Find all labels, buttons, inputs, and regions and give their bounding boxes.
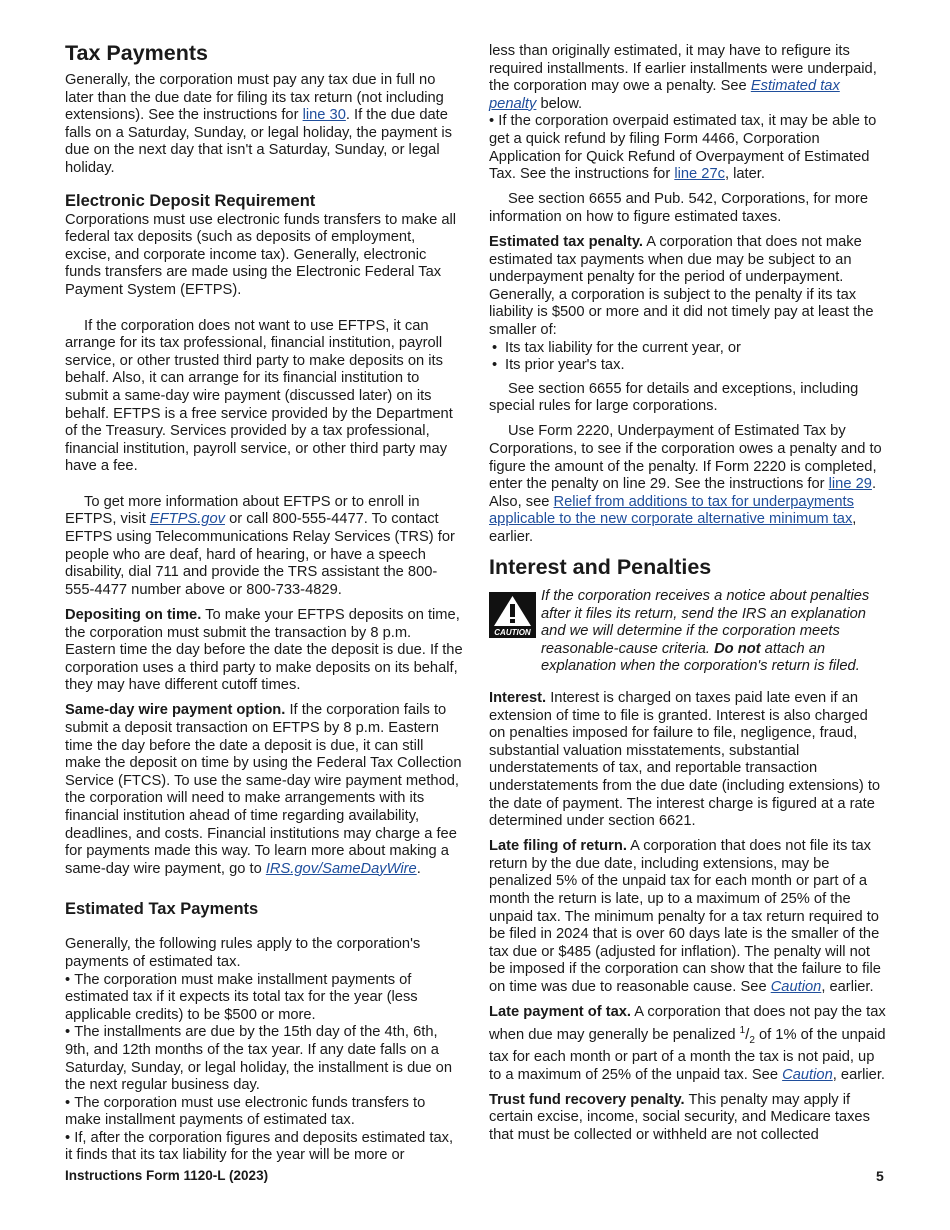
list-item: • Its prior year's tax. (492, 357, 625, 374)
right-column (489, 43, 887, 1152)
list-item: • The corporation must make installment payments of estimated tax if it expects its total tax for the year (less applicable credits) to be $500 or more. (65, 971, 418, 1023)
caution-icon (489, 592, 536, 638)
paragraph-late-payment: Late payment of tax. A corporation that does not pay the tax when due may generally be penalized $^1/_2$ of 1% of the unpaid tax for each month or part of a month the tax is not paid, up to a maximum of 25% of the unpaid tax. See Caution, earlier. (489, 1004, 886, 1083)
paragraph-estimated-tax-penalty: Estimated tax penalty. A corporation that does not make estimated tax payments when due may be subject to an underpayment penalty for the period of underpayment. Generally, a corporation is subject to the penalty if its tax liability is $500 or more and it did not timely pay at least the smaller of: (489, 233, 874, 338)
list-item: • The installments are due by the 15th day of the 4th, 6th, 9th, and 12th months of the tax year. If any date falls on a Saturday, Sunday, or legal holiday, the installment is due on the next regular business day. (65, 1024, 452, 1094)
link-relief-amt[interactable]: Relief from additions to tax for underpayments applicable to the new corporate alternative minimum tax (489, 493, 854, 528)
heading-tax-payments: Tax Payments (65, 41, 209, 65)
page-number: 5 (876, 1168, 884, 1184)
paragraph-overpaid: • If the corporation overpaid estimated tax, it may be able to get a quick refund by filing Form 4466, Corporation Application for Quick Refund of Overpayment of Estimated Tax. See the instructions for line 27c, later. (489, 113, 877, 183)
link-line-29[interactable]: line 29 (828, 476, 872, 493)
paragraph-eftps-alt: If the corporation does not want to use EFTPS, it can arrange for its tax professional, financial institution, payroll service, or other trusted third party to make deposits on its behalf. Also, it can arrange for its financial institution to submit a same-day wire payment (discussed later) on its behalf. EFTPS is a free service provided by the Department of the Treasury. Services provided by a tax professional, financial institution, payroll service, or other third party may have a fee. (65, 317, 453, 475)
link-caution[interactable]: Caution (782, 1066, 833, 1083)
paragraph-depositing-on-time: Depositing on time. To make your EFTPS deposits on time, the corporation must submit the transaction by 8 p.m. Eastern time the day before the date the deposit is due. If the corporation uses a third party to make deposits on its behalf, they may have different cutoff times. (65, 606, 463, 694)
left-column (65, 40, 463, 1165)
paragraph-form-2220: Use Form 2220, Underpayment of Estimated Tax by Corporations, to see if the corporation owes a penalty and to figure the amount of the penalty. If Form 2220 is completed, enter the penalty on line 29. See the instructions for line 29. Also, see Relief from additions to tax for underpayments applicable to the new corporate alternative minimum tax, earlier. (489, 423, 882, 545)
list-item: • Its tax liability for the current year, or (492, 339, 741, 356)
paragraph-estimated-rules: Generally, the following rules apply to the corporation's payments of estimated tax. (65, 936, 421, 970)
caution-note: CAUTION If the corporation receives a notice about penalties after it files its return, send the IRS an explanation and we will determine if the corporation meets reasonable-cause criteria. Do not attach an explanation when the corporation's return is filed. (489, 588, 887, 676)
paragraph-interest: Interest. Interest is charged on taxes paid late even if an extension of time to file is granted. Interest is also charged on penalties imposed for failure to file, negligence, fraud, substantial valuation misstatements, substantial understatements of tax, and reportable transaction understatements from the due date (including extensions) to the date of payment. The interest charge is figured at a rate determined under section 6621. (489, 690, 881, 830)
paragraph-late-filing: Late filing of return. A corporation that does not file its tax return by the due date, including extensions, may be penalized 5% of the unpaid tax for each month or part of a month the return is late, up to a maximum of 25% of the unpaid tax. The minimum penalty for a tax return required to be filed in 2024 that is over 60 days late is the smaller of the tax due or $485 (adjusted for inflation). The penalty will not be imposed if the corporation can show that the failure to file on time was due to reasonable cause. See Caution, earlier. (489, 838, 881, 995)
paragraph-same-day-wire: Same-day wire payment option. If the corporation fails to submit a deposit transaction on EFTPS by 8 p.m. Eastern time the day before the date a deposit is due, it can still make the deposit on time by using the Federal Tax Collection Service (FTCS). To use the same-day wire payment method, the corporation will need to make arrangements with its financial institution ahead of time regarding availability, deadlines, and costs. Financial institutions may charge a fee for payments made this way. To learn more about making a same-day wire payment, go to IRS.gov/SameDayWire. (65, 702, 462, 877)
paragraph-refigure: less than originally estimated, it may have to refigure its required installments. If earlier installments were underpaid, the corporation may owe a penalty. See Estimated tax penalty below. (489, 43, 877, 112)
link-eftps[interactable]: EFTPS.gov (149, 511, 225, 528)
paragraph-trust-fund: Trust fund recovery penalty. This penalty may apply if certain excise, income, social security, and Medicare taxes that must be collected or withheld are not collected (489, 1091, 870, 1143)
list-item: • If, after the corporation figures and deposits estimated tax, it finds that its tax liability for the year will be more or (65, 1129, 454, 1164)
paragraph-eft: Corporations must use electronic funds transfers to make all federal tax deposits (such as deposits of employment, excise, and corporate income tax). Generally, electronic funds transfers are made using the Electronic Federal Tax Payment System (EFTPS). (65, 211, 457, 298)
link-caution[interactable]: Caution (770, 979, 822, 995)
heading-electronic-deposit: Electronic Deposit Requirement (65, 191, 316, 210)
link-estimated-tax-penalty[interactable]: Estimated tax penalty (489, 78, 840, 112)
link-line-27c[interactable]: line 27c (674, 166, 725, 183)
link-same-day-wire[interactable]: IRS.gov/SameDayWire (265, 860, 417, 877)
heading-estimated-tax: Estimated Tax Payments (65, 900, 259, 919)
caution-label: CAUTION (494, 628, 531, 638)
penalty-list (489, 340, 887, 375)
list-item: • The corporation must use electronic funds transfers to make installment payments of estimated tax. (65, 1094, 426, 1129)
link-line-30[interactable]: line 30 (302, 107, 346, 124)
footer-form-title: Instructions Form 1120-L (2023) (65, 1168, 269, 1183)
paragraph-section-6655: See section 6655 and Pub. 542, Corporations, for more information on how to figure estimated taxes. (489, 191, 869, 225)
paragraph-tax-payments: Generally, the corporation must pay any tax due in full no later than the due date for filing its tax return (not including extensions). See the instructions for line 30. If the due date falls on a Saturday, Sunday, or legal holiday, the payment is due on the next day that isn't a Saturday, Sunday, or legal holiday. (65, 72, 452, 176)
paragraph-eftps-info: To get more information about EFTPS or to enroll in EFTPS, visit EFTPS.gov or call 800-555-4477. To contact EFTPS using Telecommunications Relay Services (TRS) for people who are deaf, hard of hearing, or have a speech disability, dial 711 and provide the TRS assistant the 800-555-4477 number above or 800-733-4829. (65, 493, 455, 598)
heading-interest-penalties: Interest and Penalties (489, 555, 712, 580)
paragraph-special-rules: See section 6655 for details and exceptions, including special rules for large corporations. (489, 380, 859, 415)
estimated-rules-list (65, 972, 463, 1166)
